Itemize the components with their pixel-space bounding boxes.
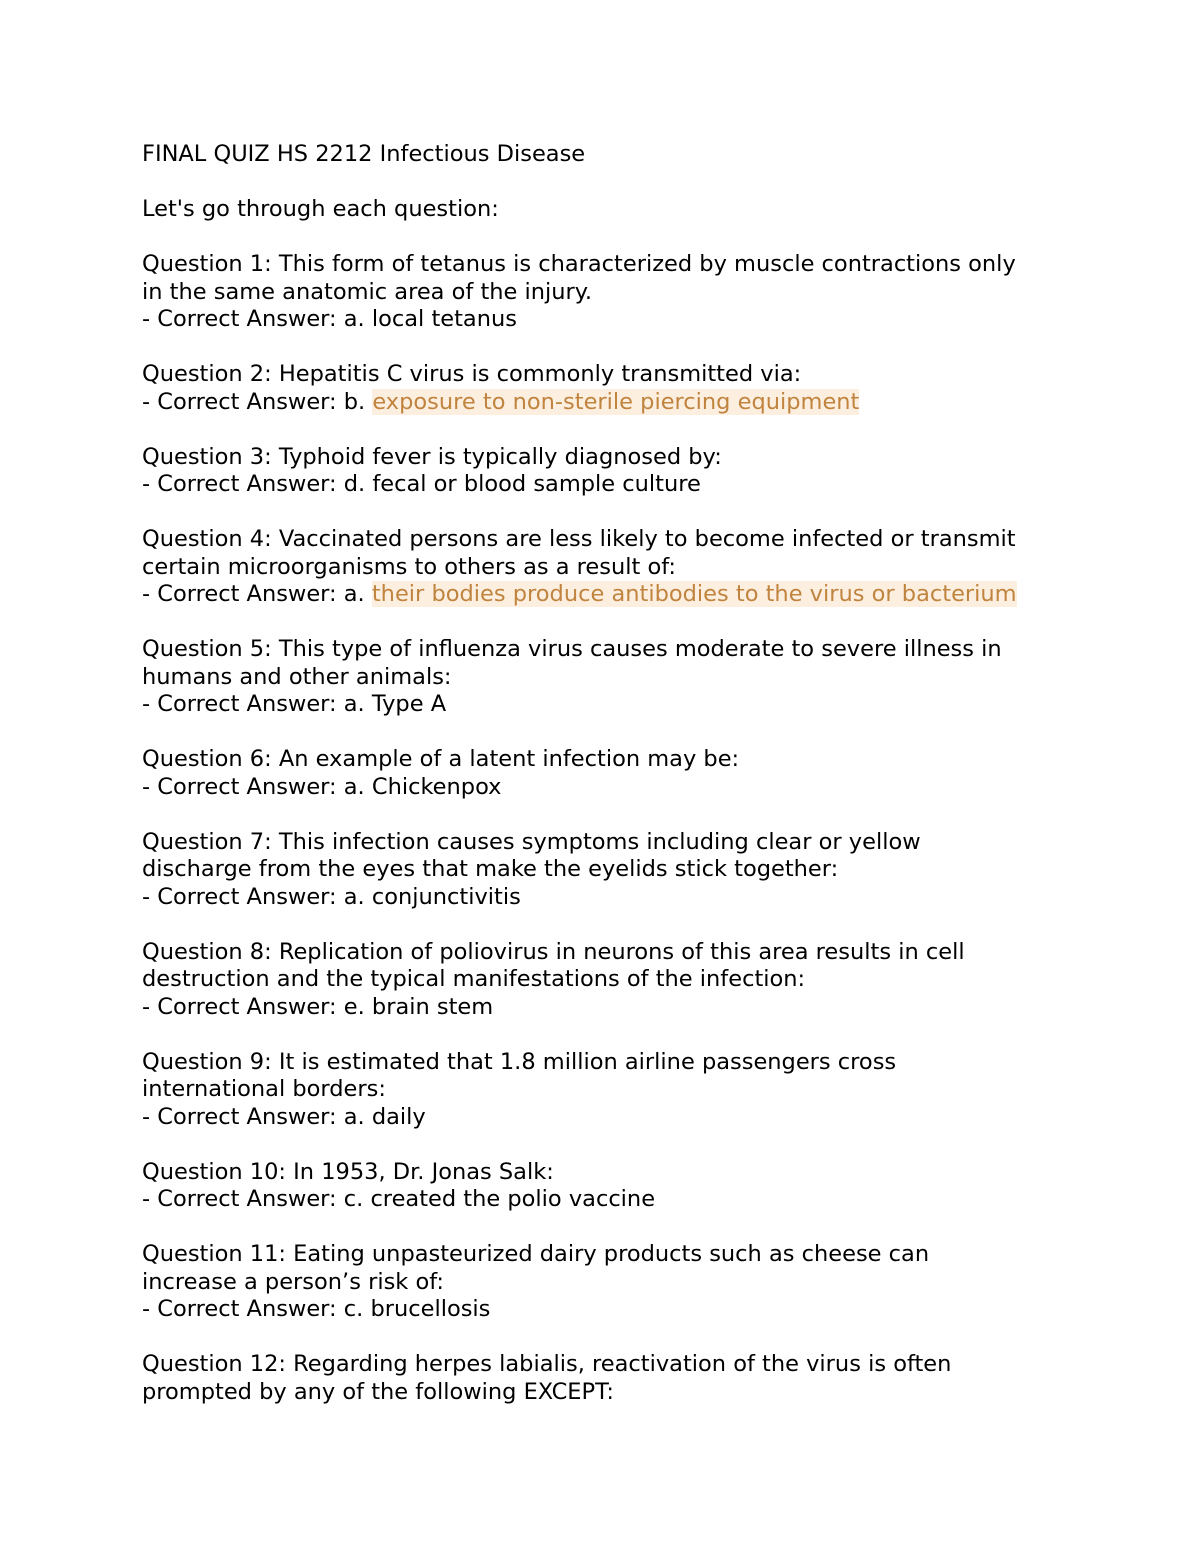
answer-prefix: - Correct Answer: a. [142, 883, 372, 910]
spacer [142, 801, 1072, 829]
question-text: Question 1: This form of tetanus is characterized by muscle contractions only [142, 251, 1016, 277]
question-text: Question 12: Regarding herpes labialis, reactivation of the virus is often [142, 1351, 952, 1377]
question-block [142, 1351, 1072, 1406]
question-text: certain microorganisms to others as a result of: [142, 553, 676, 580]
answer-text: Chickenpox [371, 773, 502, 800]
highlighted-answer: exposure to non-sterile piercing equipment [372, 388, 860, 415]
spacer [142, 416, 1072, 444]
spacer [142, 1324, 1072, 1352]
answer-text: daily [371, 1103, 426, 1130]
answer-line [142, 884, 1072, 912]
question-block [142, 361, 1072, 416]
answer-prefix: - Correct Answer: a. [142, 691, 372, 717]
answer-text: Type A [371, 691, 447, 717]
document-title: FINAL QUIZ HS 2212 Infectious Disease [142, 141, 586, 167]
answer-line [142, 581, 1072, 609]
spacer [142, 224, 1072, 252]
answer-prefix: - Correct Answer: a. [142, 306, 372, 332]
answer-prefix: - Correct Answer: c. [142, 1186, 371, 1212]
question-text: Question 9: It is estimated that 1.8 million airline passengers cross [142, 1048, 897, 1075]
answer-prefix: - Correct Answer: a. [142, 581, 372, 607]
answer-prefix: - Correct Answer: b. [142, 388, 373, 415]
spacer [142, 1214, 1072, 1242]
question-text: Question 5: This type of influenza virus causes moderate to severe illness in [142, 636, 1002, 662]
question-block [142, 526, 1072, 609]
question-text: in the same anatomic area of the injury. [142, 278, 593, 305]
answer-line [142, 471, 1072, 499]
spacer [142, 499, 1072, 527]
answer-text: local tetanus [371, 306, 517, 332]
answer-line [142, 774, 1072, 802]
spacer [142, 911, 1072, 939]
answer-line [142, 691, 1072, 719]
spacer [142, 719, 1072, 747]
highlighted-answer: their bodies produce antibodies to the virus or bacterium [371, 581, 1017, 607]
answer-prefix: - Correct Answer: c. [142, 1296, 371, 1322]
question-block [142, 1241, 1072, 1324]
answer-line [142, 389, 1072, 417]
answer-text: conjunctivitis [371, 883, 521, 910]
answer-text: brucellosis [370, 1296, 491, 1322]
document-page [142, 141, 1072, 1406]
answer-line [142, 1104, 1072, 1132]
answer-prefix: - Correct Answer: a. [142, 773, 372, 800]
answer-text: fecal or blood sample culture [372, 471, 701, 497]
answer-text: created the polio vaccine [370, 1186, 656, 1212]
question-text: international borders: [142, 1076, 386, 1102]
answer-prefix: - Correct Answer: e. [142, 993, 372, 1020]
question-text: Question 10: In 1953, Dr. Jonas Salk: [142, 1158, 554, 1185]
spacer [142, 1131, 1072, 1159]
answer-text: brain stem [371, 993, 494, 1020]
question-block [142, 636, 1072, 719]
question-text: Question 2: Hepatitis C virus is commonly transmitted via: [142, 361, 802, 387]
question-block [142, 829, 1072, 912]
answer-prefix: - Correct Answer: d. [142, 471, 373, 497]
intro-text: Let's go through each question: [142, 196, 499, 222]
question-text: destruction and the typical manifestations of the infection: [142, 966, 806, 992]
spacer [142, 609, 1072, 637]
question-text: discharge from the eyes that make the eyelids stick together: [142, 856, 839, 882]
question-text: Question 3: Typhoid fever is typically diagnosed by: [142, 443, 722, 470]
question-text: prompted by any of the following EXCEPT: [142, 1378, 614, 1405]
spacer [142, 1021, 1072, 1049]
question-text: Question 6: An example of a latent infection may be: [142, 746, 740, 772]
question-block [142, 1049, 1072, 1132]
answer-line [142, 1186, 1072, 1214]
answer-line [142, 1296, 1072, 1324]
question-text: Question 11: Eating unpasteurized dairy products such as cheese can [142, 1241, 930, 1267]
question-text: increase a person’s risk of: [142, 1268, 444, 1295]
question-text: Question 4: Vaccinated persons are less likely to become infected or transmit [142, 526, 1016, 552]
question-block [142, 939, 1072, 1022]
question-text: Question 7: This infection causes symptoms including clear or yellow [142, 828, 921, 855]
answer-line [142, 994, 1072, 1022]
question-text: Question 8: Replication of poliovirus in neurons of this area results in cell [142, 938, 965, 965]
spacer [142, 169, 1072, 197]
question-block [142, 746, 1072, 801]
question-text: humans and other animals: [142, 663, 452, 690]
question-list [142, 251, 1072, 1406]
spacer [142, 334, 1072, 362]
question-block [142, 251, 1072, 334]
question-block [142, 444, 1072, 499]
answer-prefix: - Correct Answer: a. [142, 1103, 372, 1130]
question-block [142, 1159, 1072, 1214]
answer-line [142, 306, 1072, 334]
